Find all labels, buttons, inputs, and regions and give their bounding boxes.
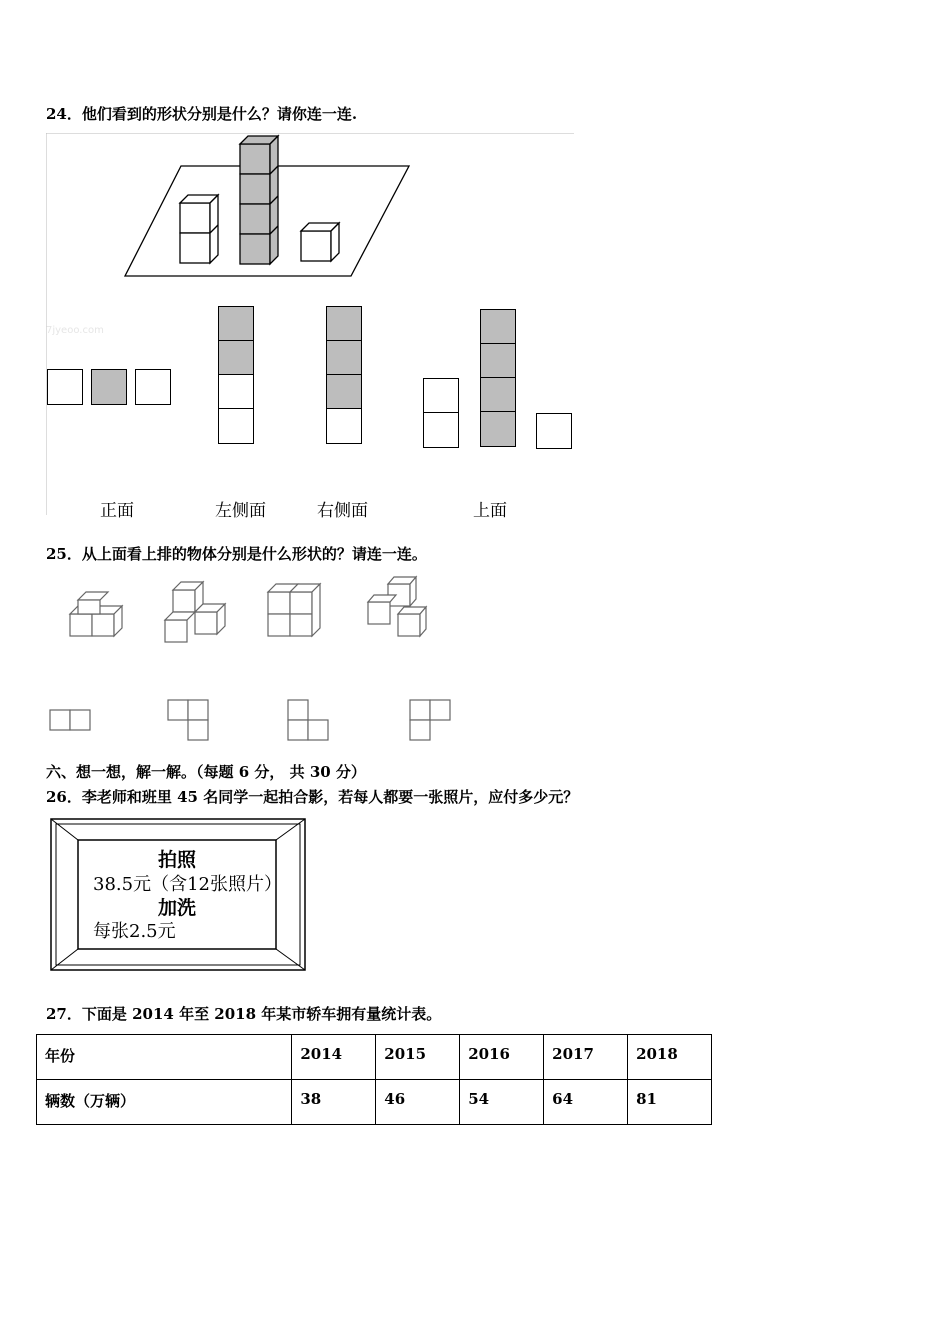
view-square xyxy=(326,374,362,410)
label-left-side: 左侧面 xyxy=(215,501,266,521)
sign-photo-price: 38.5元（含12张照片） xyxy=(93,874,282,895)
view-square xyxy=(218,340,254,376)
view-square xyxy=(480,411,516,447)
solid-1 xyxy=(70,592,122,636)
table-cell: 2014 xyxy=(292,1035,376,1080)
label-right-side: 右侧面 xyxy=(317,501,368,521)
table-cell: 81 xyxy=(628,1080,712,1125)
right-single-cube xyxy=(301,223,339,261)
table-cell: 54 xyxy=(460,1080,544,1125)
question-25: 25．从上面看上排的物体分别是什么形状的？请连一连。 xyxy=(46,545,427,563)
top-view-3 xyxy=(288,700,328,740)
sign-title-photo: 拍照 xyxy=(158,849,197,871)
view-square xyxy=(423,412,459,448)
table-cell: 辆数（万辆） xyxy=(37,1080,292,1125)
view-square xyxy=(326,340,362,376)
middle-cube-stack xyxy=(240,136,278,264)
solid-3 xyxy=(268,584,320,636)
top-view-2 xyxy=(168,700,208,740)
view-square xyxy=(91,369,127,405)
left-cube-stack xyxy=(180,195,218,263)
table-cell: 2015 xyxy=(376,1035,460,1080)
solid-4 xyxy=(368,577,426,636)
label-front: 正面 xyxy=(100,501,134,521)
sign-title-reprint: 加洗 xyxy=(158,897,197,919)
view-square xyxy=(423,378,459,414)
table-row xyxy=(37,1035,712,1080)
section-6-heading: 六、想一想，解一解。（每题 6 分， 共 30 分） xyxy=(46,763,366,781)
q25-solids-and-views xyxy=(40,572,460,752)
table-row xyxy=(37,1080,712,1125)
solid-2 xyxy=(165,582,225,642)
table-cell: 64 xyxy=(544,1080,628,1125)
top-view-4 xyxy=(410,700,450,740)
watermark: 7jyeoo.com xyxy=(46,325,104,336)
table-cell: 2017 xyxy=(544,1035,628,1080)
view-square xyxy=(480,309,516,345)
view-square xyxy=(218,306,254,342)
view-square xyxy=(480,343,516,379)
sign-reprint-price: 每张2.5元 xyxy=(93,921,176,942)
view-square xyxy=(480,377,516,413)
q24-figure xyxy=(46,133,576,521)
question-26: 26．李老师和班里 45 名同学一起拍合影，若每人都要一张照片，应付多少元？ xyxy=(46,788,579,806)
view-square xyxy=(135,369,171,405)
view-square xyxy=(326,306,362,342)
table-cell: 2018 xyxy=(628,1035,712,1080)
view-square xyxy=(536,413,572,449)
table-cell: 2016 xyxy=(460,1035,544,1080)
question-24: 24．他们看到的形状分别是什么？请你连一连. xyxy=(46,105,358,123)
table-cell: 46 xyxy=(376,1080,460,1125)
top-view-1 xyxy=(50,710,90,730)
photo-price-sign xyxy=(50,818,306,972)
q25-figure xyxy=(40,572,460,752)
car-ownership-table xyxy=(36,1034,712,1125)
view-square xyxy=(47,369,83,405)
question-27: 27．下面是 2014 年至 2018 年某市轿车拥有量统计表。 xyxy=(46,1005,442,1023)
table-cell: 年份 xyxy=(37,1035,292,1080)
view-square xyxy=(218,408,254,444)
view-square xyxy=(326,408,362,444)
view-square xyxy=(218,374,254,410)
label-top: 上面 xyxy=(473,501,507,521)
table-cell: 38 xyxy=(292,1080,376,1125)
